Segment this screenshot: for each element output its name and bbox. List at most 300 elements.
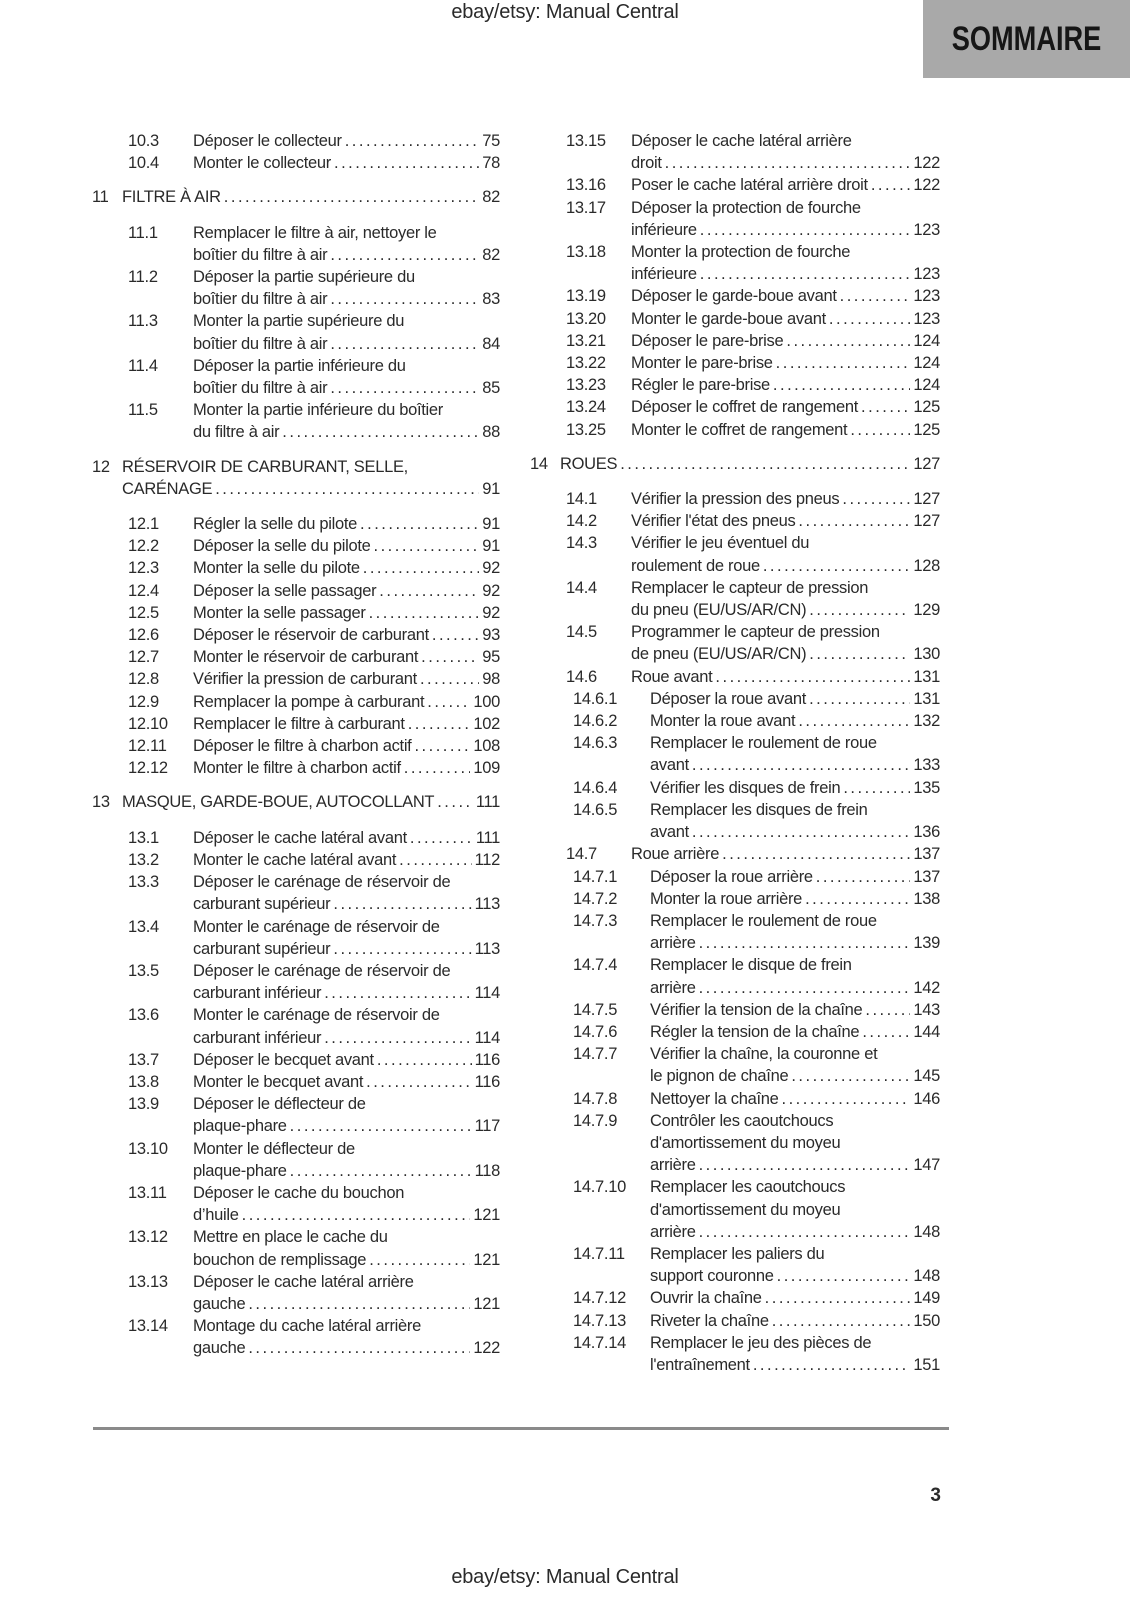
toc-entry-line: Déposer le cache latéral arrière [193, 1272, 414, 1291]
toc-entry [530, 241, 940, 285]
toc-entry-line [193, 1049, 500, 1071]
dot-leader [699, 1221, 911, 1243]
toc-entry-page: 127 [913, 512, 940, 531]
toc-entry-number: 14.6.3 [573, 734, 618, 753]
dot-leader [248, 1293, 470, 1315]
toc-entry-number: 13.3 [128, 873, 159, 892]
toc-entry [92, 646, 500, 668]
footer-divider [93, 1427, 949, 1430]
dot-leader [620, 453, 910, 475]
toc-entry-line: Vérifier le jeu éventuel du [631, 534, 810, 553]
toc-entry-title: plaque-phare [193, 1117, 287, 1136]
toc-entry-number: 13.11 [128, 1183, 167, 1202]
toc-entry-line [631, 510, 940, 532]
toc-entry-line: Mettre en place le cache du [193, 1228, 388, 1247]
toc-entry-number: 10.3 [128, 132, 159, 150]
toc-entry-number: 13.16 [566, 176, 606, 195]
toc-entry-page: 118 [474, 1161, 500, 1180]
toc-entry-page: 100 [473, 692, 500, 711]
toc-entry [530, 419, 940, 441]
dot-leader [373, 535, 479, 557]
dot-leader [665, 152, 911, 174]
toc-entry-line [122, 791, 500, 813]
toc-entry-title: Remplacer la pompe à carburant [193, 692, 425, 711]
toc-entry-line: Remplacer les paliers du [650, 1244, 825, 1263]
toc-entry [92, 130, 500, 152]
toc-entry-page: 137 [913, 867, 940, 886]
dot-leader [715, 666, 910, 688]
toc-entry-text [530, 453, 940, 475]
toc-entry-title: carburant inférieur [193, 984, 322, 1003]
toc-entry [92, 535, 500, 557]
dot-leader [360, 513, 479, 535]
toc-entry-line [631, 643, 940, 665]
toc-entry-title: Monter le cache latéral avant [193, 850, 397, 869]
toc-entry-line [193, 1027, 500, 1049]
toc-entry-page: 108 [473, 737, 500, 756]
dot-leader [700, 263, 911, 285]
toc-entry-title: d’huile [193, 1206, 239, 1225]
toc-entry-number: 12.7 [128, 648, 159, 667]
toc-entry-page: 131 [913, 689, 940, 708]
dot-leader [816, 866, 911, 888]
toc-entry-page: 92 [482, 603, 500, 622]
toc-entry-page: 124 [913, 354, 940, 373]
toc-entry-page: 82 [482, 188, 500, 207]
toc-entry [92, 1182, 500, 1226]
toc-entry-number: 14.3 [566, 534, 597, 553]
dot-leader [290, 1115, 472, 1137]
dot-leader [363, 557, 479, 579]
toc-entry-number: 13.22 [566, 354, 606, 373]
toc-entry-line [193, 893, 500, 915]
toc-entry-line [650, 1287, 940, 1309]
toc-entry-title: Vérifier la tension de la chaîne [650, 1000, 863, 1019]
dot-leader [330, 377, 479, 399]
toc-entry-line [631, 285, 940, 307]
toc-entry-line [650, 1354, 940, 1376]
dot-leader [809, 688, 910, 710]
toc-entry-number: 13.24 [566, 398, 606, 417]
toc-entry-line [193, 668, 500, 690]
toc-entry-page: 136 [913, 823, 940, 842]
document-footer-title: ebay/etsy: Manual Central [451, 1566, 679, 1588]
dot-leader [699, 932, 911, 954]
toc-entry-line: Remplacer les caoutchoucs [650, 1178, 846, 1197]
toc-entry-page: 109 [473, 759, 500, 778]
toc-entry-number: 14.7 [566, 845, 597, 864]
toc-entry [530, 1287, 940, 1309]
toc-entry-title: Monter la roue arrière [650, 889, 803, 908]
toc-entry-number: 14.7.14 [573, 1333, 626, 1352]
toc-entry-line [650, 688, 940, 710]
toc-entry-line [193, 735, 500, 757]
toc-entry-number: 11 [92, 188, 109, 207]
toc-entry [92, 849, 500, 871]
toc-entry [530, 308, 940, 330]
toc-entry [92, 1049, 500, 1071]
toc-entry-line [631, 374, 940, 396]
toc-entry-number: 14.7.3 [573, 911, 618, 930]
toc-entry-number: 14.7.12 [573, 1289, 626, 1308]
toc-entry-line [631, 219, 940, 241]
dot-leader [427, 691, 470, 713]
toc-entry-title: Riveter la chaîne [650, 1311, 769, 1330]
toc-entry-line [122, 478, 500, 500]
toc-entry-line [193, 757, 500, 779]
dot-leader [776, 352, 911, 374]
toc-entry [530, 1088, 940, 1110]
toc-entry-number: 13.21 [566, 331, 606, 350]
toc-entry-title: boîtier du filtre à air [193, 290, 328, 309]
toc-entry-title: gauche [193, 1294, 246, 1313]
toc-entry-number: 13.17 [566, 198, 606, 217]
toc-entry-line [193, 938, 500, 960]
dot-leader [399, 849, 471, 871]
toc-entry-line [193, 580, 500, 602]
dot-leader [786, 330, 910, 352]
toc-entry-number: 11.2 [128, 268, 158, 287]
toc-entry-line: Monter la protection de fourche [631, 243, 851, 262]
document-header-title: ebay/etsy: Manual Central [451, 1, 679, 23]
dot-leader [843, 777, 910, 799]
toc-entry-title: Vérifier les disques de frein [650, 778, 841, 797]
toc-entry-line [193, 377, 500, 399]
sommaire-banner [923, 0, 1130, 78]
toc-entry-title: boîtier du filtre à air [193, 334, 328, 353]
toc-entry-title: Déposer le réservoir de carburant [193, 626, 429, 645]
toc-entry-number: 12.10 [128, 714, 168, 733]
toc-entry-number: 12.6 [128, 626, 159, 645]
toc-entry-page: 75 [482, 132, 500, 150]
toc-entry-line [631, 152, 940, 174]
toc-entry-number: 12.12 [128, 759, 168, 778]
toc-entry-page: 135 [913, 778, 940, 797]
toc-entry-page: 127 [913, 454, 940, 473]
dot-leader [798, 710, 910, 732]
toc-entry-number: 11.3 [128, 312, 158, 331]
toc-entry-line: Déposer la partie inférieure du [193, 356, 406, 375]
toc-entry-line: Déposer la protection de fourche [631, 198, 861, 217]
toc-entry-line: Déposer la partie supérieure du [193, 268, 415, 287]
toc-entry [530, 396, 940, 418]
toc-entry [92, 757, 500, 779]
toc-entry-page: 91 [482, 515, 500, 534]
dot-leader [408, 713, 471, 735]
toc-entry-line [193, 421, 500, 443]
toc-entry-title: Roue avant [631, 667, 713, 686]
toc-entry-line [193, 1071, 500, 1093]
toc-entry-number: 14.7.8 [573, 1089, 618, 1108]
toc-entry-page: 149 [913, 1289, 940, 1308]
toc-entry-line: Montage du cache latéral arrière [193, 1317, 421, 1336]
toc-entry-page: 124 [913, 376, 940, 395]
dot-leader [345, 130, 480, 152]
toc-entry-title: Régler le pare-brise [631, 376, 770, 395]
dot-leader [840, 285, 911, 307]
toc-entry-page: 142 [913, 978, 940, 997]
toc-entry-line: Remplacer le capteur de pression [631, 578, 869, 597]
toc-entry [530, 352, 940, 374]
toc-entry-line: Déposer le carénage de réservoir de [193, 873, 451, 892]
toc-entry-number: 13.2 [128, 850, 159, 869]
toc-entry-page: 150 [913, 1311, 940, 1330]
toc-entry-number: 12.5 [128, 603, 159, 622]
toc-entry-line: Monter la partie supérieure du [193, 312, 405, 331]
toc-entry [530, 1043, 940, 1087]
toc-entry-line: Déposer le cache latéral arrière [631, 132, 852, 150]
dot-leader [871, 174, 911, 196]
toc-entry-line: RÉSERVOIR DE CARBURANT, SELLE, [122, 457, 408, 476]
toc-entry [92, 456, 500, 500]
toc-entry [530, 453, 940, 475]
toc-entry-line: Remplacer les disques de frein [650, 800, 868, 819]
toc-entry-number: 13.1 [128, 828, 159, 847]
toc-entry-page: 91 [482, 537, 500, 556]
toc-entry-page: 123 [913, 265, 940, 284]
toc-entry [530, 1021, 940, 1043]
toc-entry-line [193, 557, 500, 579]
toc-entry [92, 266, 500, 310]
toc-entry-page: 121 [473, 1206, 500, 1225]
toc-entry-page: 95 [482, 648, 500, 667]
toc-entry [530, 666, 940, 688]
toc-entry [530, 710, 940, 732]
toc-entry-title: Monter le becquet avant [193, 1072, 364, 1091]
toc-entry-title: Monter la selle du pilote [193, 559, 360, 578]
dot-leader [842, 488, 910, 510]
dot-leader [861, 396, 910, 418]
toc-entry-line [193, 1204, 500, 1226]
toc-entry-title: Monter le filtre à charbon actif [193, 759, 401, 778]
toc-entry-title: carburant supérieur [193, 939, 331, 958]
toc-entry [92, 791, 500, 813]
toc-entry-title: Remplacer le filtre à carburant [193, 714, 405, 733]
toc-entry-text [92, 791, 500, 813]
toc-entry [92, 1071, 500, 1093]
toc-entry-page: 122 [473, 1339, 500, 1358]
toc-entry-page: 143 [913, 1000, 940, 1019]
dot-leader [432, 624, 479, 646]
toc-column-left [92, 130, 500, 1360]
dot-leader [850, 419, 910, 441]
toc-entry-page: 114 [474, 984, 500, 1003]
toc-entry-page: 113 [474, 895, 500, 914]
toc-entry-number: 14.5 [566, 623, 597, 642]
toc-entry-title: Déposer la roue arrière [650, 867, 813, 886]
toc-entry-page: 122 [913, 176, 940, 195]
toc-entry-number: 14.7.2 [573, 889, 618, 908]
toc-entry [92, 1271, 500, 1315]
dot-leader [330, 244, 479, 266]
toc-entry-line: Monter le carénage de réservoir de [193, 917, 440, 936]
toc-entry-line [193, 982, 500, 1004]
toc-entry-title: du filtre à air [193, 423, 280, 442]
toc-entry-page: 117 [474, 1117, 500, 1136]
toc-entry-line [650, 1154, 940, 1176]
toc-entry-title: Monter le réservoir de carburant [193, 648, 419, 667]
toc-entry-number: 14.4 [566, 578, 597, 597]
toc-entry-title: Ouvrir la chaîne [650, 1289, 762, 1308]
toc-entry-line [631, 599, 940, 621]
sommaire-banner-label: SOMMAIRE [951, 19, 1102, 58]
toc-entry [92, 1315, 500, 1359]
toc-entry-number: 11.4 [128, 356, 158, 375]
dot-leader [763, 555, 911, 577]
toc-entry-line: d'amortissement du moyeu [650, 1133, 841, 1152]
dot-leader [324, 1027, 471, 1049]
toc-entry-title: Vérifier la pression de carburant [193, 670, 417, 689]
toc-entry-line [193, 1249, 500, 1271]
dot-leader [782, 1088, 911, 1110]
toc-entry-line [193, 713, 500, 735]
toc-entry-title: Déposer le filtre à charbon actif [193, 737, 412, 756]
toc-entry [530, 510, 940, 532]
toc-entry-title: Vérifier l'état des pneus [631, 512, 796, 531]
toc-entry [530, 888, 940, 910]
toc-entry-page: 121 [473, 1294, 500, 1313]
toc-entry-title: Poser le cache latéral arrière droit [631, 176, 868, 195]
toc-entry [530, 954, 940, 998]
dot-leader [809, 643, 910, 665]
toc-entry-title: avant [650, 756, 689, 775]
toc-entry-line [650, 1021, 940, 1043]
dot-leader [330, 333, 479, 355]
toc-entry-title: Vérifier la pression des pneus [631, 490, 840, 509]
toc-entry-number: 14.7.10 [573, 1178, 626, 1197]
dot-leader [282, 421, 479, 443]
toc-entry-page: 132 [913, 712, 940, 731]
toc-entry-page: 127 [913, 490, 940, 509]
toc-entry-page: 139 [913, 934, 940, 953]
dot-leader [699, 977, 911, 999]
toc-entry-number: 14.7.9 [573, 1111, 618, 1130]
toc-entry-line [631, 352, 940, 374]
toc-entry-number: 12.1 [128, 515, 159, 534]
toc-entry-number: 12.2 [128, 537, 159, 556]
toc-entry-line: Contrôler les caoutchoucs [650, 1111, 834, 1130]
toc-entry-line [631, 666, 940, 688]
dot-leader [700, 219, 911, 241]
toc-entry-number: 13.20 [566, 309, 606, 328]
dot-leader [421, 646, 479, 668]
toc-entry-page: 113 [474, 939, 500, 958]
toc-entry-page: 121 [473, 1250, 500, 1269]
toc-entry-page: 137 [913, 845, 940, 864]
toc-entry [530, 777, 940, 799]
toc-entry-title: Régler la tension de la chaîne [650, 1022, 860, 1041]
toc-entry-page: 102 [473, 714, 500, 733]
toc-entry-title: boîtier du filtre à air [193, 245, 328, 264]
toc-entry-line [193, 691, 500, 713]
toc-entry-line [193, 602, 500, 624]
toc-entry-line: Remplacer le filtre à air, nettoyer le [193, 223, 437, 242]
toc-entry-title: Déposer le collecteur [193, 132, 342, 150]
dot-leader [772, 1310, 911, 1332]
dot-leader [437, 791, 473, 813]
toc-column-right [530, 130, 940, 1376]
dot-leader [242, 1204, 471, 1226]
toc-entry-line: Remplacer le roulement de roue [650, 734, 877, 753]
toc-entry-line: Déposer le cache du bouchon [193, 1183, 405, 1202]
dot-leader [414, 735, 470, 757]
toc-entry-title: inférieure [631, 265, 697, 284]
toc-entry-line [650, 777, 940, 799]
toc-entry-title: Déposer le pare-brise [631, 331, 784, 350]
toc-entry-title: Déposer la roue avant [650, 689, 807, 708]
toc-entry-number: 12.3 [128, 559, 159, 578]
toc-entry-line: Programmer le capteur de pression [631, 623, 880, 642]
toc-entry-page: 147 [913, 1156, 940, 1175]
dot-leader [248, 1337, 470, 1359]
toc-entry-title: Monter le coffret de rangement [631, 420, 848, 439]
toc-entry [530, 732, 940, 776]
toc-entry-number: 13 [92, 793, 110, 812]
dot-leader [290, 1160, 472, 1182]
toc-entry-title: FILTRE À AIR [122, 188, 221, 207]
dot-leader [333, 938, 471, 960]
toc-entry-title: bouchon de remplissage [193, 1250, 367, 1269]
toc-entry-line [650, 866, 940, 888]
toc-entry [530, 843, 940, 865]
toc-entry-line [631, 843, 940, 865]
toc-entry-title: avant [650, 823, 689, 842]
toc-entry-line [650, 1310, 940, 1332]
toc-entry-title: Déposer la selle passager [193, 581, 377, 600]
toc-entry [530, 1332, 940, 1376]
toc-entry [530, 130, 940, 174]
dot-leader [377, 1049, 472, 1071]
toc-entry-page: 112 [474, 850, 500, 869]
toc-entry-page: 122 [913, 154, 940, 173]
toc-entry-line [122, 186, 500, 208]
dot-leader [224, 186, 479, 208]
toc-entry [530, 197, 940, 241]
toc-entry [92, 557, 500, 579]
toc-entry [92, 580, 500, 602]
toc-entry-page: 123 [913, 309, 940, 328]
toc-entry-title: arrière [650, 934, 696, 953]
toc-entry-number: 11.1 [128, 223, 158, 242]
toc-entry-line [193, 1293, 500, 1315]
toc-entry-title: Monter le collecteur [193, 154, 331, 173]
toc-entry-number: 13.4 [128, 917, 159, 936]
toc-entry-page: 124 [913, 331, 940, 350]
toc-entry-title: boîtier du filtre à air [193, 379, 328, 398]
toc-entry-title: Monter la selle passager [193, 603, 366, 622]
toc-entry-page: 123 [913, 220, 940, 239]
toc-entry [92, 691, 500, 713]
toc-entry [530, 532, 940, 576]
toc-entry-page: 125 [913, 420, 940, 439]
dot-leader [791, 1065, 910, 1087]
toc-entry-line [193, 1115, 500, 1137]
toc-entry-number: 14.7.13 [573, 1311, 626, 1330]
toc-entry-title: Déposer la selle du pilote [193, 537, 371, 556]
toc-entry [530, 688, 940, 710]
dot-leader [324, 982, 471, 1004]
toc-entry [530, 1110, 940, 1177]
toc-entry [92, 960, 500, 1004]
toc-entry [92, 1093, 500, 1137]
toc-entry-line [631, 419, 940, 441]
toc-entry-title: MASQUE, GARDE-BOUE, AUTOCOLLANT [122, 793, 435, 812]
dot-leader [753, 1354, 911, 1376]
dot-leader [865, 999, 910, 1021]
toc-entry-page: 151 [913, 1355, 940, 1374]
toc-entry-page: 116 [474, 1072, 500, 1091]
toc-entry [92, 355, 500, 399]
